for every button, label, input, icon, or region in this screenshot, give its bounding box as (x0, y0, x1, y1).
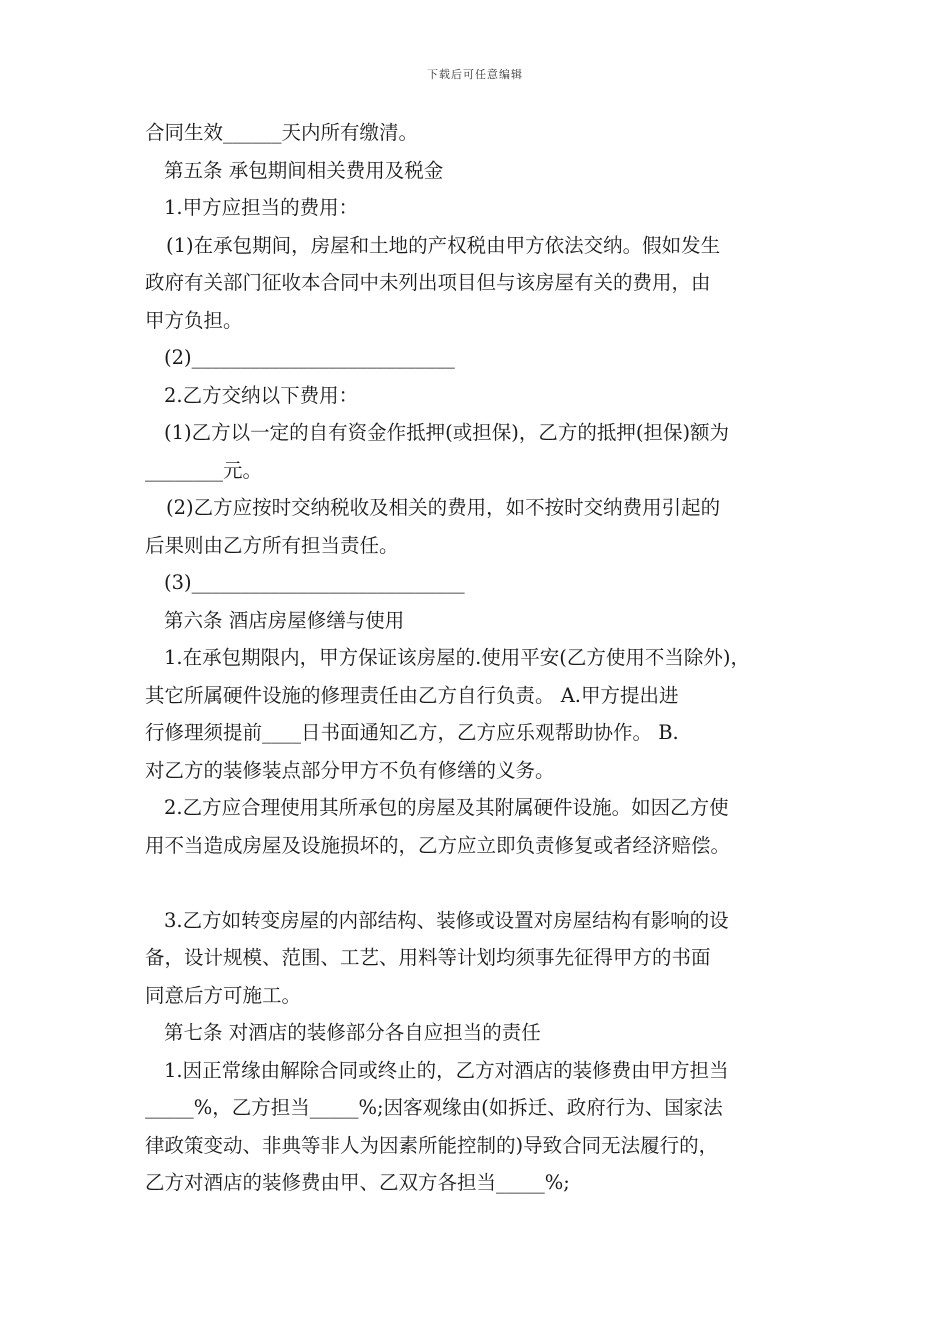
text-line: 同意后方可施工。 (145, 983, 302, 1007)
text-line: (2)乙方应按时交纳税收及相关的费用，如不按时交纳费用引起的 (166, 496, 721, 519)
document-body (145, 114, 815, 1202)
text-line: ________元。 (145, 458, 263, 482)
article-heading: 第六条 酒店房屋修缮与使用 (164, 608, 405, 632)
text-line: 甲方负担。 (145, 308, 243, 332)
article-heading: 第五条 承包期间相关费用及税金 (164, 158, 444, 182)
text-line: 2.乙方应合理使用其所承包的房屋及其附属硬件设施。如因乙方使 (164, 796, 729, 819)
text-line: 用不当造成房屋及设施损坏的，乙方应立即负责修复或者经济赔偿。 (145, 833, 731, 857)
text-line: (1)乙方以一定的自有资金作抵押(或担保)，乙方的抵押(担保)额为 (164, 421, 730, 444)
page-header: 下载后可任意编辑 (427, 68, 523, 81)
clause-heading: 1.甲方应担当的费用： (164, 196, 359, 219)
blank-line: (3)____________________________ (164, 571, 465, 594)
text-line: 律政策变动、非典等非人为因素所能控制的)导致合同无法履行的， (145, 1133, 719, 1157)
text-line: 备，设计规模、范围、工艺、用料等计划均须事先征得甲方的书面 (145, 946, 711, 969)
blank-line: (2)___________________________ (164, 346, 455, 369)
text-line: 合同生效______天内所有缴清。 (145, 121, 419, 144)
article-heading: 第七条 对酒店的装修部分各自应担当的责任 (164, 1021, 541, 1044)
text-line: 对乙方的装修装点部分甲方不负有修缮的义务。 (145, 758, 555, 782)
text-line: (1)在承包期间，房屋和土地的产权税由甲方依法交纳。假如发生 (166, 233, 721, 257)
paragraph-gap (145, 864, 815, 902)
clause-heading: 2.乙方交纳以下费用： (164, 383, 359, 407)
text-line: 1.因正常缘由解除合同或终止的，乙方对酒店的装修费由甲方担当 (164, 1058, 729, 1082)
text-line: 1.在承包期限内，甲方保证该房屋的.使用平安(乙方使用不当除外)， (164, 646, 751, 669)
text-line: 行修理须提前____日书面通知乙方，乙方应乐观帮助协作。 B. (145, 721, 679, 744)
text-line: 其它所属硬件设施的修理责任由乙方自行负责。 A.甲方提出进 (145, 683, 679, 707)
text-line: 后果则由乙方所有担当责任。 (145, 533, 399, 557)
text-line: _____%，乙方担当_____%;因客观缘由(如拆迁、政府行为、国家法 (145, 1096, 723, 1119)
text-line: 乙方对酒店的装修费由甲、乙双方各担当_____%; (145, 1171, 570, 1194)
text-line: 政府有关部门征收本合同中未列出项目但与该房屋有关的费用，由 (145, 271, 711, 294)
text-line: 3.乙方如转变房屋的内部结构、装修或设置对房屋结构有影响的设 (164, 908, 729, 932)
